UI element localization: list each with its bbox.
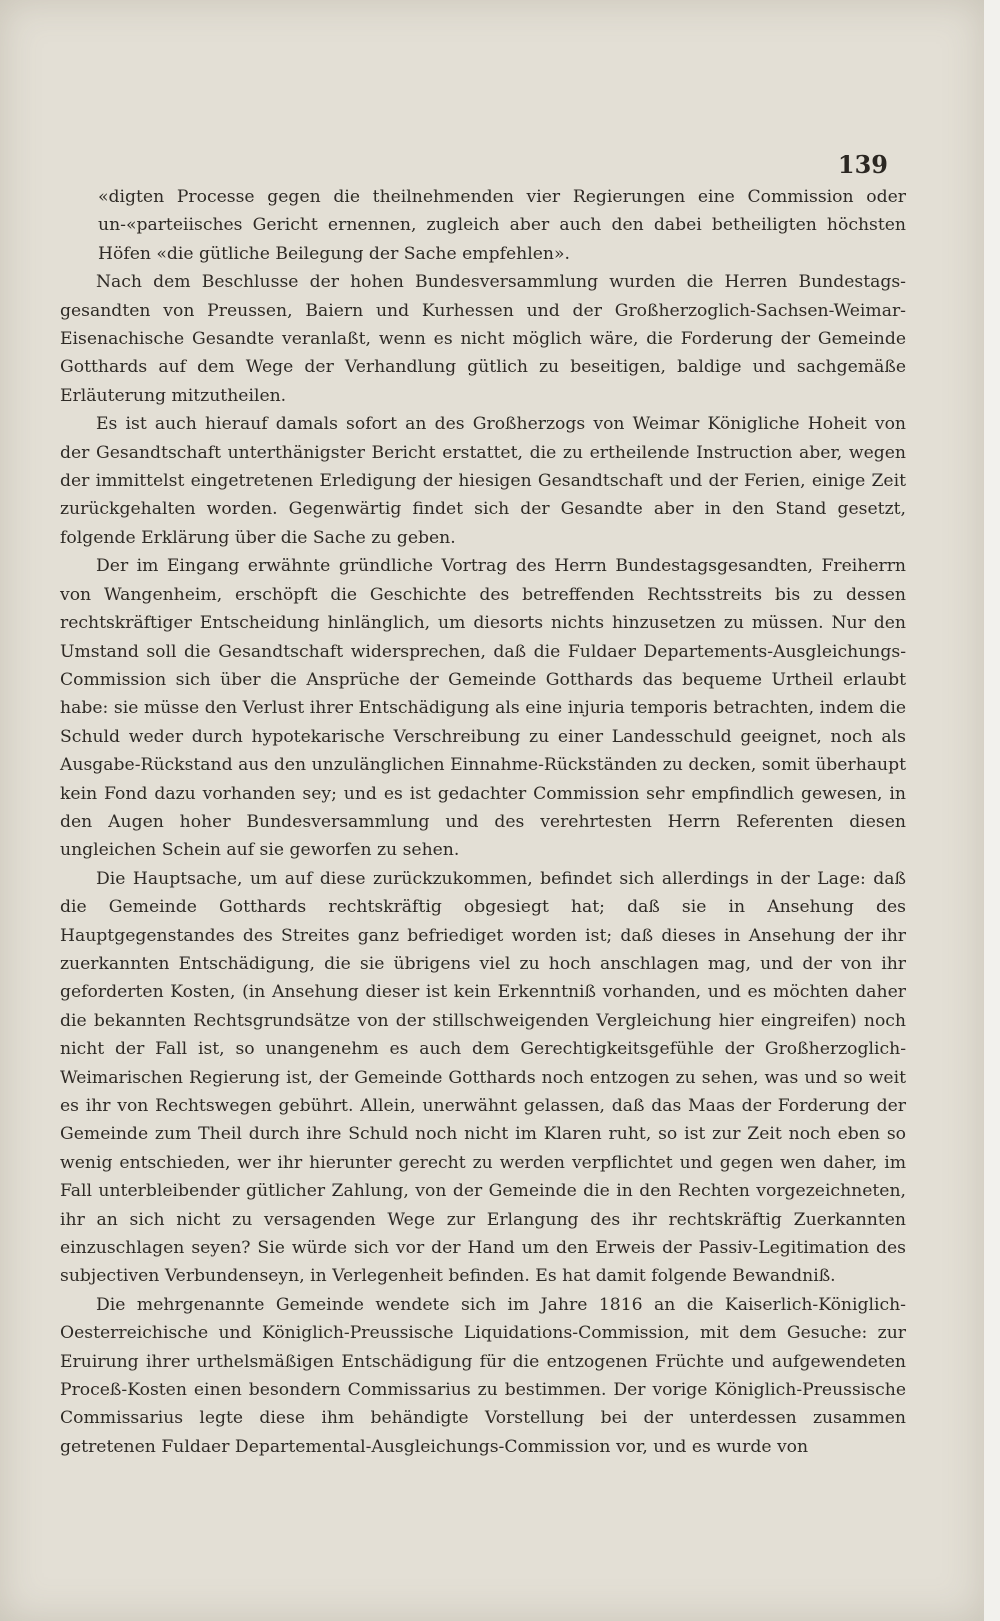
page-edge bbox=[984, 0, 1000, 1621]
paragraph: Es ist auch hierauf damals sofort an des Großherzogs von Weimar Königliche Hoheit von der Gesandtschaft unterthänigster Bericht erstattet, die zu ertheilende Instruction aber, wegen der immittelst eingetretenen Erledigung der hiesigen Gesandtschaft und der Ferien, einige Zeit zurückgehalten worden. Gegenwärtig findet sich der Gesandte aber in den Stand gesetzt, folgende Erklärung über die Sache zu geben. bbox=[60, 414, 906, 548]
paragraph: Nach dem Beschlusse der hohen Bundesversammlung wurden die Herren Bundestags-gesandten von Preussen, Baiern und Kurhessen und der Großherzoglich-Sachsen-Weimar-Eisenachische Gesandte veranlaßt, wenn es nicht möglich wäre, die Forderung der Gemeinde Gotthards auf dem Wege der Verhandlung gütlich zu beseitigen, baldige und sachgemäße Erläuterung mitzutheilen. bbox=[60, 272, 906, 406]
paragraph: Der im Eingang erwähnte gründliche Vortrag des Herrn Bundestagsgesandten, Freiherrn von Wangenheim, erschöpft die Geschichte des betreffenden Rechtsstreits bis zu dessen rechtskräftiger Entscheidung hinlänglich, um diesorts nichts hinzusetzen zu müssen. Nur den Umstand soll die Gesandtschaft widersprechen, daß die Fuldaer Departements-Ausgleichungs-Commission sich über die Ansprüche der Gemeinde Gotthards das bequeme Urtheil erlaubt habe: sie müsse den Verlust ihrer Entschädigung als eine injuria temporis betrachten, indem die Schuld weder durch hypotekarische Verschreibung zu einer Landesschuld geeignet, noch als Ausgabe-Rückstand aus den unzulänglichen Einnahme-Rückständen zu decken, somit überhaupt kein Fond dazu vorhanden sey; und es ist gedachter Commission sehr empfindlich gewesen, in den Augen hoher Bundesversammlung und des verehrtesten Herrn Referenten diesen ungleichen Schein auf sie geworfen zu sehen. bbox=[60, 556, 906, 861]
paragraph: Die mehrgenannte Gemeinde wendete sich im Jahre 1816 an die Kaiserlich-Königlich-Oesterreichische und Königlich-Preussische Liquidations-Commission, mit dem Gesuche: zur Eruirung ihrer urthelsmäßigen Entschädigung für die entzogenen Früchte und aufgewendeten Proceß-Kosten einen besondern Commissarius zu bestimmen. Der vorige Königlich-Preussische Commissarius legte diese ihm behändigte Vorstellung bei der unterdessen zusammen getretenen Fuldaer Departemental-Ausgleichungs-Commission vor, und es wurde von bbox=[60, 1294, 906, 1457]
paragraph-quote: «digten Processe gegen die theilnehmenden vier Regierungen eine Commission oder un-«parteiisches Gericht ernennen, zugleich aber auch den dabei betheiligten höchsten Höfen «die gütliche Beilegung der Sache empfehlen». bbox=[98, 187, 906, 264]
paragraph: Die Hauptsache, um auf diese zurückzukommen, befindet sich allerdings in der Lage: daß die Gemeinde Gotthards rechtskräftig obgesiegt hat; daß sie in Ansehung des Hauptgegenstandes des Streites ganz befriediget worden ist; daß dieses in Ansehung der ihr zuerkannten Entschädigung, die sie übrigens viel zu hoch anschlagen mag, und der von ihr geforderten Kosten, (in Ansehung dieser ist kein Erkenntniß vorhanden, und es möchten daher die bekannten Rechtsgrundsätze von der stillschweigenden Vergleichung hier eingreifen) noch nicht der Fall ist, so unangenehm es auch dem Gerechtigkeitsgefühle der Großherzoglich-Weimarischen Regierung ist, der Gemeinde Gotthards noch entzogen zu sehen, was und so weit es ihr von Rechtswegen gebührt. Allein, unerwähnt gelassen, daß das Maas der Forderung der Gemeinde zum Theil durch ihre Schuld noch nicht im Klaren ruht, so ist zur Zeit noch eben so wenig entschieden, wer ihr hierunter gerecht zu werden verpflichtet und gegen wen daher, im Fall unterbleibender gütlicher Zahlung, von der Gemeinde die in den Rechten vorgezeichneten, ihr an sich nicht zu versagenden Wege zur Erlangung des ihr rechtskräftig Zuerkannten einzuschlagen seyen? Sie würde sich vor der Hand um den Erweis der Passiv-Legitimation des subjectiven Verbundenseyn, in Verlegenheit befinden. Es hat damit folgende Bewandniß. bbox=[60, 868, 906, 1287]
body-text bbox=[60, 183, 906, 1461]
page-number: 139 bbox=[837, 150, 888, 179]
